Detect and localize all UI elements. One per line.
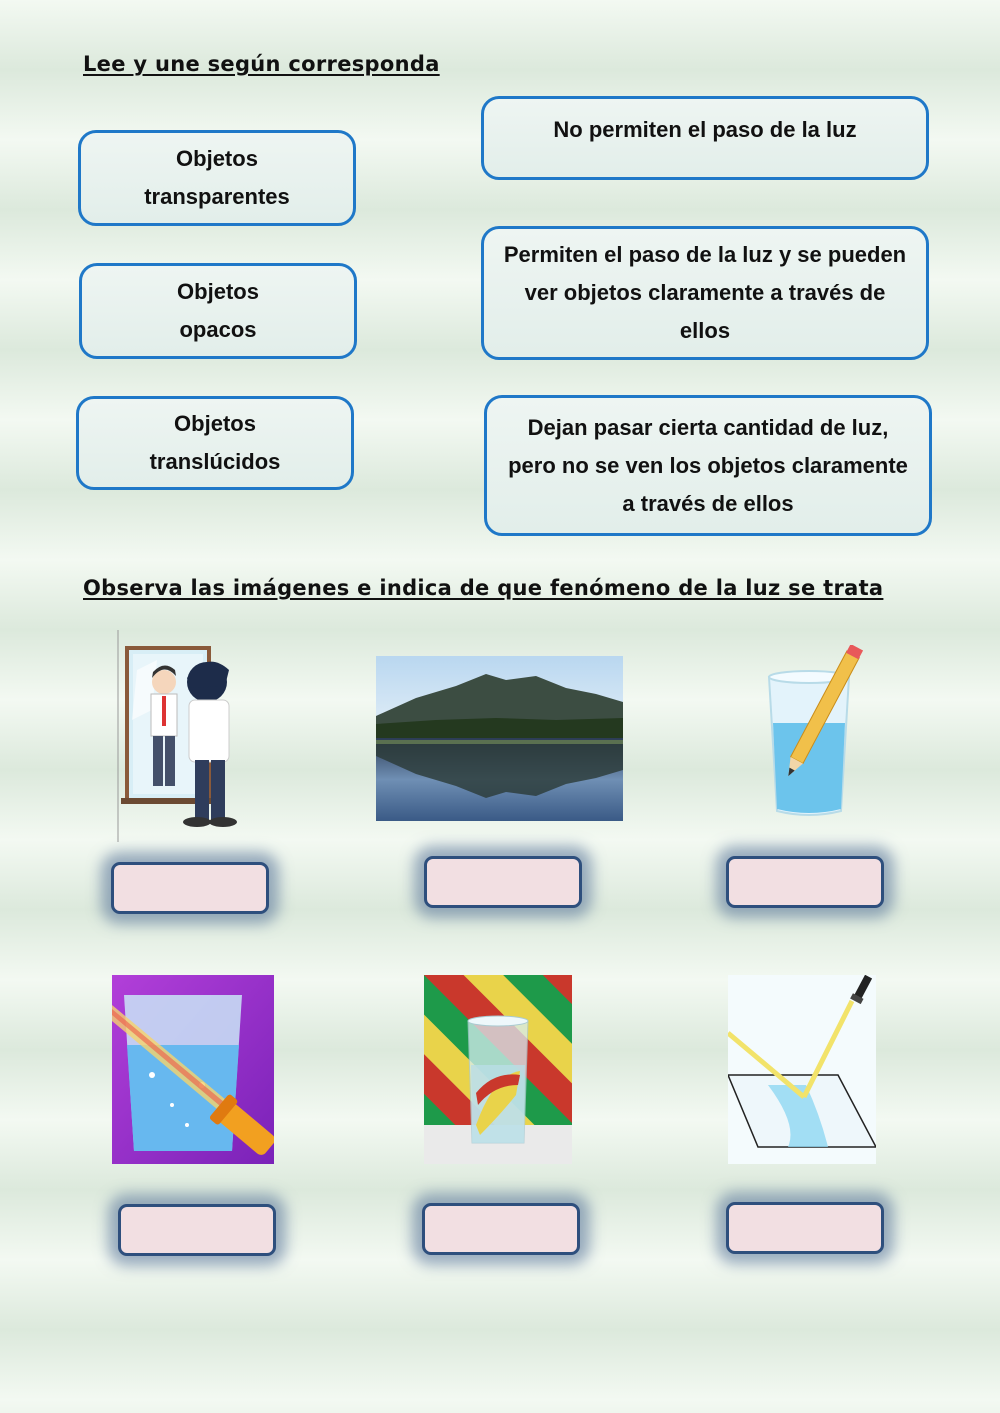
answer-input-3[interactable] — [726, 856, 884, 908]
section2-title: Observa las imágenes e indica de que fenómeno de la luz se trata — [83, 576, 884, 600]
left-item-traslucidos[interactable] — [76, 396, 354, 490]
glass-stripes-icon — [424, 975, 572, 1164]
left-item-label-1: Objetos — [177, 279, 259, 304]
right-item-label: Dejan pasar cierta cantidad de luz, pero no se ven los objetos claramente a través de ellos — [508, 414, 908, 516]
answer-input-2[interactable] — [424, 856, 582, 908]
lake-reflection-icon — [376, 656, 623, 821]
answer-input-5[interactable] — [422, 1203, 580, 1255]
section1-title: Lee y une según corresponda — [83, 52, 440, 76]
right-item-label: Permiten el paso de la luz y se pueden ver objetos claramente a través de ellos — [503, 242, 907, 343]
left-item-label-2: translúcidos — [149, 449, 281, 474]
left-item-label-2: transparentes — [144, 184, 290, 209]
light-beam-refraction-icon — [728, 975, 876, 1164]
mirror-boy-icon — [117, 630, 257, 842]
answer-input-1[interactable] — [111, 862, 269, 914]
right-item-label: No permiten el paso de la luz — [553, 117, 857, 142]
answer-input-6[interactable] — [726, 1202, 884, 1254]
left-item-label-1: Objetos — [176, 146, 258, 171]
right-item-3[interactable] — [484, 395, 932, 536]
left-item-opacos[interactable] — [79, 263, 357, 359]
answer-input-4[interactable] — [118, 1204, 276, 1256]
flashlight-glass-icon — [112, 975, 274, 1164]
right-item-2[interactable] — [481, 226, 929, 360]
left-item-transparentes[interactable] — [78, 130, 356, 226]
left-item-label-1: Objetos — [174, 411, 256, 436]
left-item-label-2: opacos — [179, 317, 257, 342]
right-item-1[interactable] — [481, 96, 929, 180]
pencil-in-glass-icon — [765, 645, 863, 820]
